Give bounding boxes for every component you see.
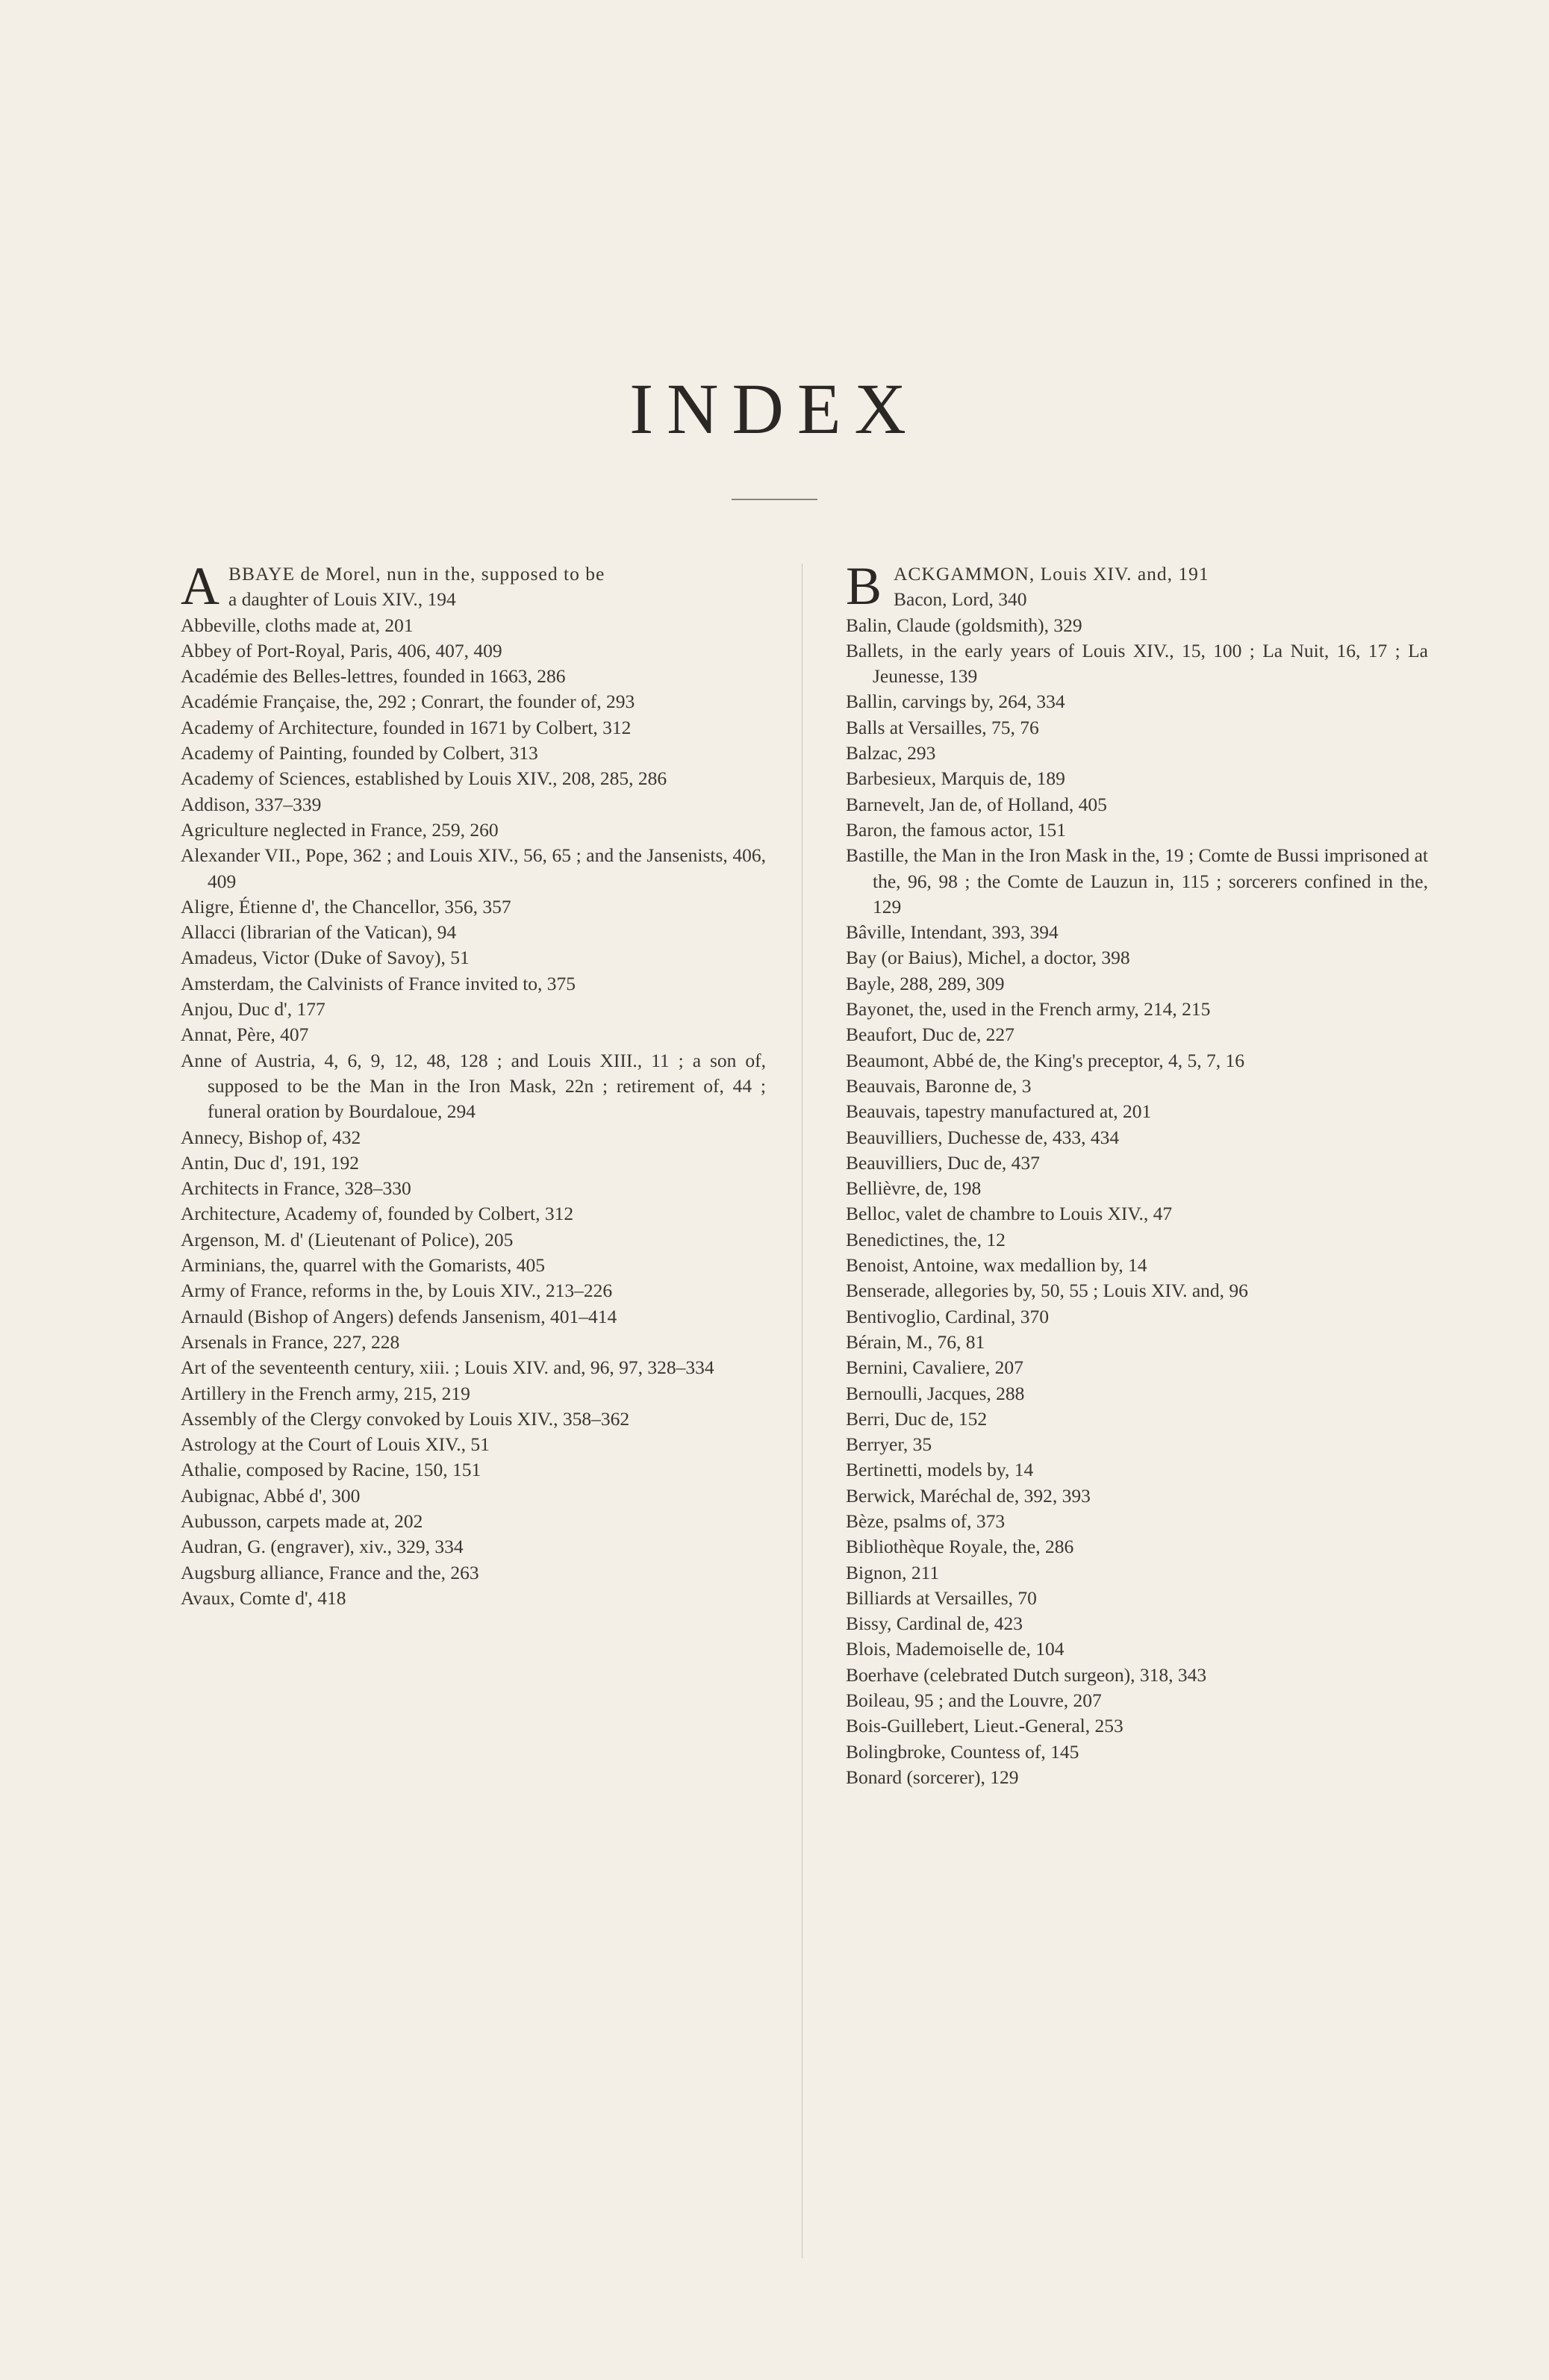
index-entry: Berri, Duc de, 152 [846,1407,988,1430]
index-entry: Ballets, in the early years of Louis XIV., 15, 100 ; La Nuit, 16, 17 ; La Jeunesse, 139 [846,639,1428,688]
index-entry: Billiards at Versailles, 70 [846,1586,1037,1609]
index-entry: Bernoulli, Jacques, 288 [846,1382,1025,1404]
index-entry: Army of France, reforms in the, by Louis XIV., 213–226 [181,1280,613,1302]
index-entry: Benoist, Antoine, wax medallion by, 14 [846,1254,1147,1277]
index-entry: Bissy, Cardinal de, 423 [846,1613,1023,1635]
index-entry: Balls at Versailles, 75, 76 [846,716,1039,738]
index-entry: Benserade, allegories by, 50, 55 ; Louis XIV. and, 96 [846,1280,1248,1302]
index-entry: Bérain, M., 76, 81 [846,1330,985,1353]
index-entry: Amadeus, Victor (Duke of Savoy), 51 [181,947,470,969]
index-entry: Arsenals in France, 227, 228 [181,1330,400,1353]
index-entry-first [846,556,1428,616]
index-entry: Boileau, 95 ; and the Louvre, 207 [846,1689,1102,1712]
index-entry: Art of the seventeenth century, xiii. ; Louis XIV. and, 96, 97, 328–334 [181,1356,714,1379]
index-entry: Boerhave (celebrated Dutch surgeon), 318, 343 [846,1663,1207,1686]
index-entry: Barnevelt, Jan de, of Holland, 405 [846,793,1107,815]
index-entry: Astrology at the Court of Louis XIV., 51 [181,1433,490,1456]
index-entry: Bentivoglio, Cardinal, 370 [846,1305,1049,1327]
index-entry: Beauvais, tapestry manufactured at, 201 [846,1100,1152,1123]
index-entry: Artillery in the French army, 215, 219 [181,1382,470,1404]
index-entry: Alexander VII., Pope, 362 ; and Louis XIV., 56, 65 ; and the Jansenists, 406, 409 [181,844,766,892]
index-entry: Benedictines, the, 12 [846,1228,1006,1250]
index-entry: Bertinetti, models by, 14 [846,1459,1034,1481]
index-entry: Augsburg alliance, France and the, 263 [181,1561,479,1583]
index-entry: Annat, Père, 407 [181,1024,309,1046]
first-entry-line2: a daughter of Louis XIV., 194 [228,588,456,611]
index-entry: Abbeville, cloths made at, 201 [181,614,414,636]
index-entry: Annecy, Bishop of, 432 [181,1126,361,1148]
title-rule [732,499,817,500]
index-list-left [181,613,766,1612]
index-entry: Bayonet, the, used in the French army, 214, 215 [846,998,1211,1021]
index-entry: Architecture, Academy of, founded by Colbert, 312 [181,1203,574,1225]
index-entry: Allacci (librarian of the Vatican), 94 [181,921,457,944]
index-entry: Académie des Belles-lettres, founded in 1663, 286 [181,665,566,688]
index-entry: Bay (or Baius), Michel, a doctor, 398 [846,947,1130,969]
index-column-left [181,556,766,1611]
index-entry: Balin, Claude (goldsmith), 329 [846,614,1082,636]
index-entry: Bibliothèque Royale, the, 286 [846,1536,1074,1558]
index-entry: Blois, Mademoiselle de, 104 [846,1638,1065,1660]
drop-cap: A [181,556,219,616]
index-entry: Aligre, Étienne d', the Chancellor, 356, 357 [181,895,511,918]
index-entry: Beaumont, Abbé de, the King's preceptor, 4, 5, 7, 16 [846,1049,1245,1071]
index-entry: Bâville, Intendant, 393, 394 [846,921,1059,944]
index-entry: Academy of Sciences, established by Louis XIV., 208, 285, 286 [181,767,667,790]
index-entry: Abbey of Port-Royal, Paris, 406, 407, 409 [181,639,502,661]
first-entry-line1: BBAYE de Morel, nun in the, supposed to be [228,563,605,585]
drop-cap: B [846,556,882,616]
index-entry: Bois-Guillebert, Lieut.-General, 253 [846,1715,1123,1737]
index-entry: Amsterdam, the Calvinists of France invited to, 375 [181,972,576,994]
index-entry: Aubignac, Abbé d', 300 [181,1484,361,1507]
index-column-right [846,556,1428,1790]
index-entry: Architects in France, 328–330 [181,1177,411,1200]
index-entry: Athalie, composed by Racine, 150, 151 [181,1459,481,1481]
index-list-right [846,613,1428,1791]
index-entry: Bastille, the Man in the Iron Mask in the, 19 ; Comte de Bussi imprisoned at the, 96, 98 ; the Comte de Lauzun in, 115 ; sorcerers confined in the, 129 [846,844,1428,918]
first-entry-line2: Bacon, Lord, 340 [894,588,1027,611]
index-entry: Beauvilliers, Duc de, 437 [846,1151,1040,1174]
index-entry: Aubusson, carpets made at, 202 [181,1510,423,1532]
page-title: INDEX [629,369,920,449]
index-entry: Bellièvre, de, 198 [846,1177,982,1200]
index-entry: Bignon, 211 [846,1561,940,1583]
index-entry: Academy of Painting, founded by Colbert, 313 [181,742,538,764]
index-entry: Barbesieux, Marquis de, 189 [846,767,1065,790]
index-entry: Antin, Duc d', 191, 192 [181,1151,360,1174]
index-entry: Baron, the famous actor, 151 [846,818,1066,841]
index-entry: Bonard (sorcerer), 129 [846,1766,1019,1788]
index-entry: Ballin, carvings by, 264, 334 [846,691,1065,713]
index-entry: Beauvilliers, Duchesse de, 433, 434 [846,1126,1120,1148]
index-entry: Assembly of the Clergy convoked by Louis XIV., 358–362 [181,1407,630,1430]
index-entry: Avaux, Comte d', 418 [181,1586,346,1609]
index-entry: Arnauld (Bishop of Angers) defends Jansenism, 401–414 [181,1305,617,1327]
index-entry: Bolingbroke, Countess of, 145 [846,1740,1079,1763]
index-entry: Académie Française, the, 292 ; Conrart, the founder of, 293 [181,691,635,713]
index-entry: Berryer, 35 [846,1433,932,1456]
index-entry: Addison, 337–339 [181,793,322,815]
index-entry: Bernini, Cavaliere, 207 [846,1356,1023,1379]
first-entry-line1: ACKGAMMON, Louis XIV. and, 191 [894,563,1209,585]
index-entry: Beauvais, Baronne de, 3 [846,1074,1032,1097]
index-entry: Anjou, Duc d', 177 [181,998,325,1021]
index-entry: Agriculture neglected in France, 259, 260 [181,818,499,841]
index-entry: Bayle, 288, 289, 309 [846,972,1005,994]
index-entry: Academy of Architecture, founded in 1671 by Colbert, 312 [181,716,632,738]
index-entry: Belloc, valet de chambre to Louis XIV., 47 [846,1203,1173,1225]
index-entry: Arminians, the, quarrel with the Gomarists, 405 [181,1254,545,1277]
index-entry: Bèze, psalms of, 373 [846,1510,1006,1532]
index-entry: Beaufort, Duc de, 227 [846,1024,1015,1046]
index-entry: Berwick, Maréchal de, 392, 393 [846,1484,1091,1507]
index-entry: Anne of Austria, 4, 6, 9, 12, 48, 128 ; and Louis XIII., 11 ; a son of, supposed to be the Man in the Iron Mask, 22n ; retirement of, 44 ; funeral oration by Bourdaloue, 294 [181,1049,766,1123]
index-entry-first [181,556,766,616]
index-entry: Audran, G. (engraver), xiv., 329, 334 [181,1536,464,1558]
index-entry: Balzac, 293 [846,742,936,764]
index-entry: Argenson, M. d' (Lieutenant of Police), 205 [181,1228,514,1250]
